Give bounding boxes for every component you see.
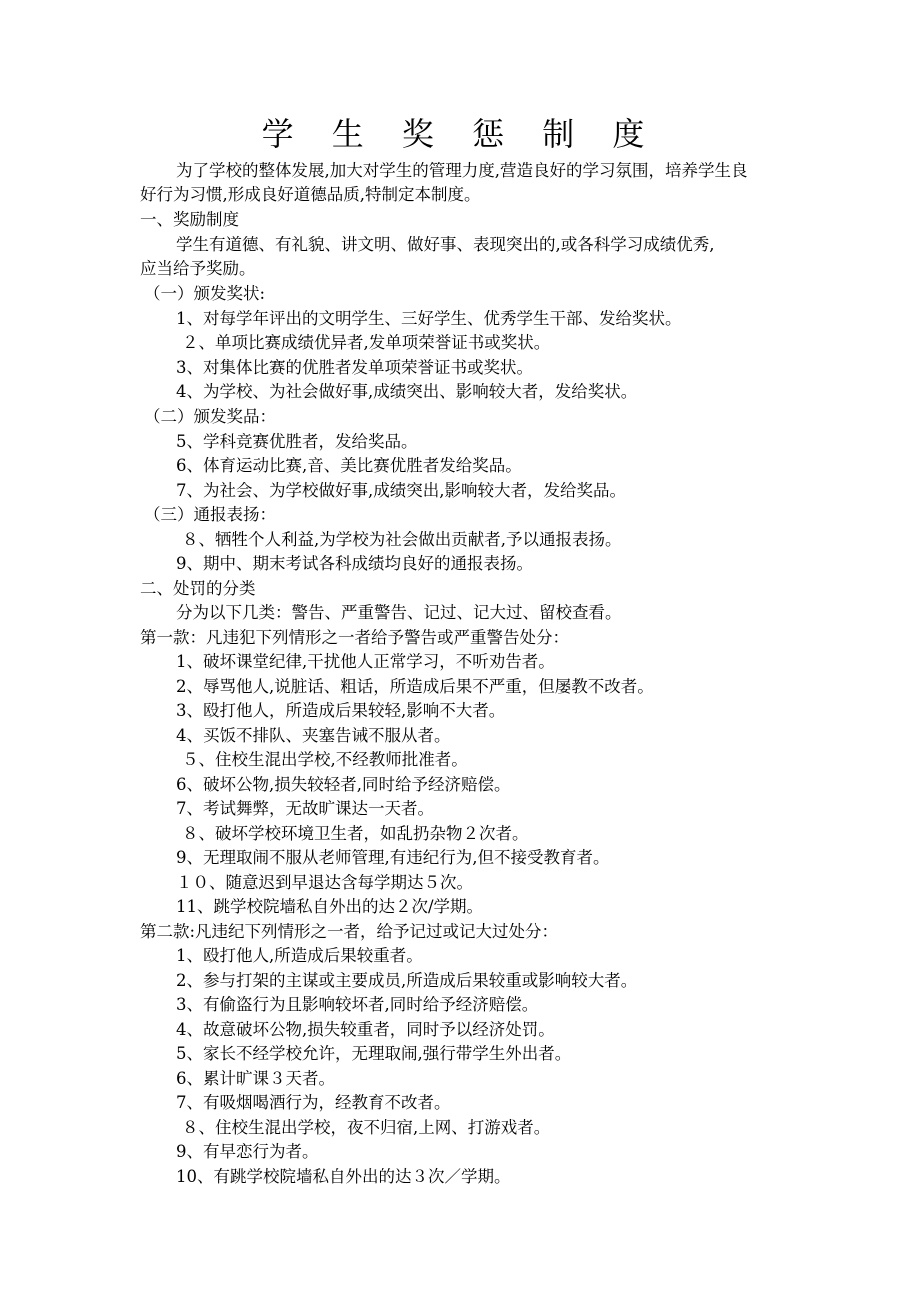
list-item: 2、参与打架的主谋或主要成员,所造成后果较重或影响较大者。 xyxy=(176,971,638,990)
subsection-heading: （二）颁发奖品： xyxy=(144,407,276,426)
list-item: 6、累计旷课３天者。 xyxy=(176,1069,335,1088)
list-item: 3、有偷盗行为且影响较坏者,同时给予经济赔偿。 xyxy=(176,995,539,1014)
list-item: 4、故意破坏公物,损失较重者，同时予以经济处罚。 xyxy=(176,1020,555,1039)
list-item: 6、体育运动比赛,音、美比赛优胜者发给奖品。 xyxy=(176,456,522,475)
subsection-heading: （三）通报表扬： xyxy=(144,505,276,524)
section-heading: 一、奖励制度 xyxy=(140,210,239,229)
list-item: 3、殴打他人，所造成后果较轻,影响不大者。 xyxy=(176,701,506,720)
paragraph-line: 分为以下几类：警告、严重警告、记过、记大过、留校查看。 xyxy=(176,603,622,622)
subsection-heading: （一）颁发奖状: xyxy=(144,284,266,303)
paragraph-line: 为了学校的整体发展,加大对学生的管理力度,营造良好的学习氛围，培养学生良 xyxy=(176,161,748,180)
paragraph-line: 学生有道德、有礼貌、讲文明、做好事、表现突出的,或各科学习成绩优秀, xyxy=(176,235,715,254)
list-item: 9、期中、期末考试各科成绩均良好的通报表扬。 xyxy=(176,554,533,573)
list-item: １０、随意迟到早退达含每学期达５次。 xyxy=(176,873,473,892)
paragraph-line: 好行为习惯,形成良好道德品质,特制定本制度。 xyxy=(140,185,481,204)
list-item: ５、住校生混出学校,不经教师批准者。 xyxy=(182,750,468,769)
list-item: ８、破坏学校环境卫生者，如乱扔杂物２次者。 xyxy=(182,824,529,843)
list-item: 1、对每学年评出的文明学生、三好学生、优秀学生干部、发给奖状。 xyxy=(176,309,682,328)
list-item: 5、学科竞赛优胜者，发给奖品。 xyxy=(176,432,418,451)
paragraph-line: 应当给予奖励。 xyxy=(140,259,256,278)
clause-heading: 第一款：凡违犯下列情形之一者给予警告或严重警告处分： xyxy=(140,628,569,647)
list-item: 9、无理取闹不服从老师管理,有违纪行为,但不接受教育者。 xyxy=(176,848,610,867)
list-item: 4、为学校、为社会做好事,成绩突出、影响较大者，发给奖状。 xyxy=(176,382,638,401)
list-item: 6、破坏公物,损失较轻者,同时给予经济赔偿。 xyxy=(176,775,511,794)
list-item: 5、家长不经学校允许，无理取闹,强行带学生外出者。 xyxy=(176,1044,572,1063)
clause-heading: 第二款:凡违纪下列情形之一者，给予记过或记大过处分： xyxy=(140,922,559,941)
section-heading: 二、处罚的分类 xyxy=(140,579,256,598)
list-item: 1、殴打他人,所造成后果较重者。 xyxy=(176,946,423,965)
list-item: 1、破坏课堂纪律,干扰他人正常学习，不听劝告者。 xyxy=(176,652,555,671)
list-item: ８、牺牲个人利益,为学校为社会做出贡献者,予以通报表扬。 xyxy=(182,530,622,549)
list-item: ８、住校生混出学校，夜不归宿,上网、打游戏者。 xyxy=(182,1118,551,1137)
list-item: 9、有早恋行为者。 xyxy=(176,1142,319,1161)
list-item: 4、买饭不排队、夹塞告诫不服从者。 xyxy=(176,726,451,745)
list-item: 3、对集体比赛的优胜者发单项荣誉证书或奖状。 xyxy=(176,358,533,377)
list-item: 7、为社会、为学校做好事,成绩突出,影响较大者，发给奖品。 xyxy=(176,481,626,500)
list-item: 7、考试舞弊，无故旷课达一天者。 xyxy=(176,799,434,818)
list-item: 7、有吸烟喝酒行为，经教育不改者。 xyxy=(176,1093,451,1112)
page-title: 学 生 奖 惩 制 度 xyxy=(261,115,659,153)
list-item: 10、有跳学校院墙私自外出的达３次／学期。 xyxy=(176,1167,511,1186)
list-item: ２、单项比赛成绩优异者,发单项荣誉证书或奖状。 xyxy=(182,333,551,352)
list-item: 11、跳学校院墙私自外出的达２次/学期。 xyxy=(176,897,484,916)
list-item: 2、辱骂他人,说脏话、粗话，所造成后果不严重，但屡教不改者。 xyxy=(176,677,654,696)
